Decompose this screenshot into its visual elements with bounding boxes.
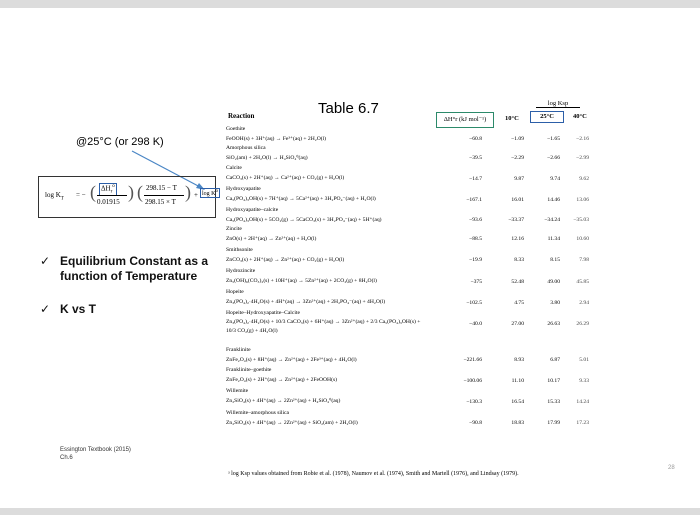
mineral-name: Goethite (226, 126, 246, 132)
logk-10c-value: 16.54 (511, 399, 524, 405)
checkmark-icon: ✓ (40, 254, 51, 268)
reaction-equation: FeOOH(s) + 3H⁺(aq) → Fe³⁺(aq) + 2H₂O(l) (226, 135, 327, 142)
checkmark-icon: ✓ (40, 302, 51, 316)
reaction-equation: CaCO₃(s) + 2H⁺(aq) → Ca²⁺(aq) + CO₂(g) + H₂O(l) (226, 174, 345, 181)
logk-40c-value: 7.98 (579, 257, 589, 263)
logk-25c-value: 49.00 (547, 279, 560, 285)
reaction-equation: ZnCO₃(s) + 2H⁺(aq) → Zn²⁺(aq) + CO₂(g) + H₂O(l) (226, 256, 345, 263)
column-header-reaction: Reaction (228, 112, 255, 120)
logk-10c-value: 18.83 (511, 420, 524, 426)
equation-equals-minus: = − (76, 191, 86, 199)
equation-dh-term: $\Delta H_r^o$ (101, 184, 115, 195)
mineral-name: Franklinite (226, 347, 251, 353)
equation-denominator: 0.01915 (97, 198, 120, 206)
logk-40c-value: 26.29 (576, 321, 589, 327)
vant-hoff-equation (38, 176, 216, 218)
logk-25c-value: 14.46 (547, 197, 560, 203)
mineral-name: Smithsonite (226, 247, 253, 253)
logk-25c-value: 11.34 (547, 236, 560, 242)
reaction-equation: ZnFe₂O₄(s) + 8H⁺(aq) → Zn²⁺(aq) + 2Fe³⁺(aq) + 4H₂O(l) (226, 356, 357, 363)
logk-25c-value: 3.80 (550, 300, 560, 306)
logk-40c-value: −2.99 (576, 155, 589, 161)
logk-10c-value: 27.00 (511, 321, 524, 327)
reaction-equation: Zn₃(PO₄)₂·4H₂O(s) + 10/3 CaCO₃(s) + 6H⁺(aq) → 3Zn²⁺(aq) + 2/3 Ca₅(PO₄)₃OH(s) + 10/3 CO₂(g) + 4H₂O(l) (226, 319, 421, 334)
logk-40c-value: 9.62 (579, 176, 589, 182)
logk-40c-value: 9.33 (579, 378, 589, 384)
table-footnote: ᵃ log Ksp values obtained from Robie et al. (1978), Naumov et al. (1974), Smith and Martell (1976), and Lindsay (1979). (228, 471, 519, 477)
equation-paren-close: ) (185, 182, 191, 202)
column-header-10c: 10°C (505, 115, 519, 122)
mineral-name: Willemite (226, 388, 249, 394)
logk-25c-value: 15.33 (547, 399, 560, 405)
logk-10c-value: −33.37 (508, 217, 524, 223)
bullet-item: ✓ Equilibrium Constant as a function of Temperature (40, 254, 209, 283)
reaction-equation: Ca₅(PO₄)₃OH(s) + 5CO₂(g) → 5CaCO₃(s) + 3H₂PO₄⁻(aq) + 5H⁺(aq) (226, 216, 382, 223)
column-header-logk: log Ksp (536, 100, 580, 108)
equation-temp-numerator: 298.15 − T (146, 184, 177, 192)
reaction-equation: Zn₃(PO₄)₂·4H₂O(s) + 4H⁺(aq) → 3Zn²⁺(aq) + 2H₂PO₄⁻(aq) + 4H₂O(l) (226, 298, 386, 305)
logk-25c-value: −1.65 (547, 136, 560, 142)
mineral-name: Hydrozincite (226, 268, 256, 274)
delta-h-value: −88.5 (469, 236, 482, 242)
mineral-name: Hydroxyapatite (226, 186, 261, 192)
logk-25c-value: 10.17 (547, 378, 560, 384)
delta-h-value: −14.7 (469, 176, 482, 182)
delta-h-value: −102.5 (466, 300, 482, 306)
page-number: 28 (668, 465, 675, 471)
logk-10c-value: 8.33 (514, 257, 524, 263)
logk-10c-value: −2.29 (511, 155, 524, 161)
bullet-list (40, 254, 220, 335)
delta-h-value: −93.6 (469, 217, 482, 223)
delta-h-value: −19.9 (469, 257, 482, 263)
logk-10c-value: 16.01 (511, 197, 524, 203)
logk-25c-value: 26.63 (547, 321, 560, 327)
equation-lhs: $\log K_T$ (45, 191, 64, 202)
delta-h-value: −100.06 (463, 378, 482, 384)
slide (0, 8, 700, 508)
delta-h-value: −221.66 (463, 357, 482, 363)
logk-25c-value: 17.99 (547, 420, 560, 426)
equation-logk-term: $\log K^o$ (202, 189, 218, 197)
delta-h-value: −167.1 (466, 197, 482, 203)
logk-40c-value: 13.06 (576, 197, 589, 203)
column-header-delta-h: ΔH°r (kJ mol⁻¹) (436, 112, 494, 128)
mineral-name: Hydroxyapatite–calcite (226, 207, 279, 213)
delta-h-value: −39.5 (469, 155, 482, 161)
reaction-equation: SiO₂(am) + 2H₂O(l) → H₄SiO₄⁰(aq) (226, 154, 308, 161)
mineral-name: Calcite (226, 165, 242, 171)
logk-10c-value: 52.48 (511, 279, 524, 285)
delta-h-value: −90.8 (469, 420, 482, 426)
logk-25c-value: 9.74 (550, 176, 560, 182)
logk-10c-value: 9.87 (514, 176, 524, 182)
logk-40c-value: −35.03 (573, 217, 589, 223)
reference-citation: Essington Textbook (2015) Ch.6 (60, 447, 131, 461)
bullet-item: ✓ K vs T (40, 302, 97, 316)
delta-h-value: −60.8 (469, 136, 482, 142)
logk-40c-value: 5.01 (579, 357, 589, 363)
logk-40c-value: 45.85 (576, 279, 589, 285)
fraction-bar (97, 195, 127, 196)
mineral-name: Amorphous silica (226, 145, 266, 151)
mineral-name: Zincite (226, 226, 242, 232)
logk-40c-value: 2.94 (579, 300, 589, 306)
logk-25c-value: 6.87 (550, 357, 560, 363)
reaction-equation: Zn₂SiO₄(s) + 4H⁺(aq) → 2Zn²⁺(aq) + H₄SiO₄⁰(aq) (226, 397, 341, 404)
logk-10c-value: 8.93 (514, 357, 524, 363)
reaction-equation: Zn₂SiO₄(s) + 4H⁺(aq) → 2Zn²⁺(aq) + SiO₂(am) + 2H₂O(l) (226, 419, 358, 426)
reaction-equation: Zn₅(OH)₆(CO₃)₂(s) + 10H⁺(aq) → 5Zn²⁺(aq) + 2CO₂(g) + 8H₂O(l) (226, 277, 377, 284)
logk-10c-value: −1.09 (511, 136, 524, 142)
logk-10c-value: 12.16 (511, 236, 524, 242)
delta-h-value: −40.0 (469, 321, 482, 327)
equation-paren-open: ( (90, 182, 96, 202)
logk-40c-value: 17.23 (576, 420, 589, 426)
equation-paren-open: ( (137, 182, 143, 202)
reaction-equation: ZnFe₂O₄(s) + 2H⁺(aq) → Zn²⁺(aq) + 2FeOOH(s) (226, 376, 337, 383)
logk-10c-value: 4.75 (514, 300, 524, 306)
mineral-name: Hopeite–Hydroxyapatite–Calcite (226, 310, 300, 316)
equation-plus: + (194, 191, 198, 199)
equation-paren-close: ) (128, 182, 134, 202)
logk-25c-value: 8.15 (550, 257, 560, 263)
column-header-25c: 25°C (530, 111, 564, 123)
logk-40c-value: 10.60 (576, 236, 589, 242)
delta-h-value: −375 (470, 279, 482, 285)
logk-10c-value: 11.10 (511, 378, 524, 384)
logk-25c-value: −2.66 (547, 155, 560, 161)
logk-40c-value: −2.16 (576, 136, 589, 142)
equation-temp-denominator: 298.15 × T (145, 198, 176, 206)
column-header-40c: 40°C (573, 113, 587, 120)
mineral-name: Hopeite (226, 289, 244, 295)
mineral-name: Franklinite–goethite (226, 367, 272, 373)
reaction-equation: Ca₅(PO₄)₃OH(s) + 7H⁺(aq) → 5Ca²⁺(aq) + 3H₂PO₄⁻(aq) + H₂O(l) (226, 195, 376, 202)
delta-h-value: −130.3 (466, 399, 482, 405)
table-title: Table 6.7 (318, 100, 379, 117)
reaction-equation: ZnO(s) + 2H⁺(aq) → Zn²⁺(aq) + H₂O(l) (226, 235, 317, 242)
temperature-condition: @25°C (or 298 K) (76, 136, 164, 148)
logk-25c-value: −34.24 (544, 217, 560, 223)
mineral-name: Willemite–amorphous silica (226, 410, 290, 416)
fraction-bar (144, 195, 184, 196)
logk-40c-value: 14.24 (576, 399, 589, 405)
